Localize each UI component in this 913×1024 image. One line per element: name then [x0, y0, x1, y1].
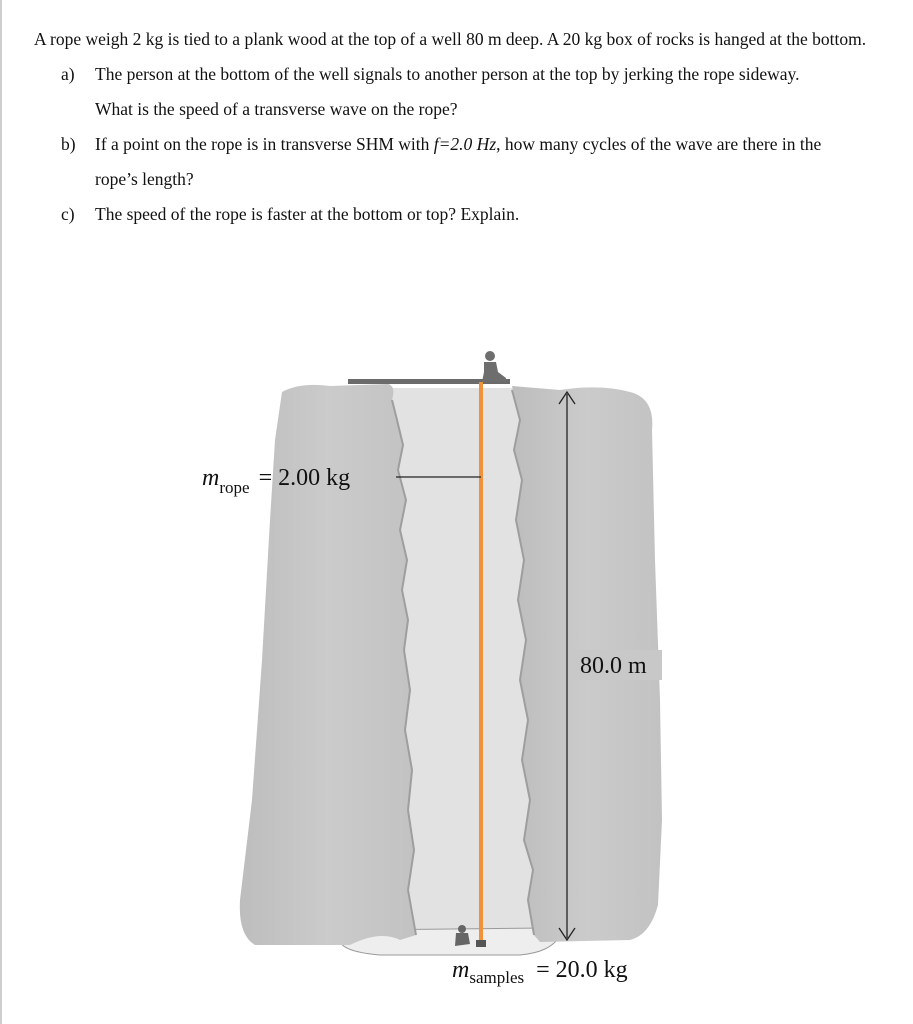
problem-intro: A rope weigh 2 kg is tied to a plank wood at the top of a well 80 m deep. A 20 kg box of rocks is hanged at the bottom. [34, 29, 867, 49]
frequency-expression: f=2.0 Hz [433, 134, 497, 154]
depth-label: 80.0 m [580, 653, 647, 679]
rope-mass-value: = 2.00 kg [258, 465, 351, 491]
rope-mass-subscript: rope [219, 478, 250, 497]
question-b-text-end: , how many cycles of the wave are there in the rope’s length? [95, 134, 822, 189]
question-b-text-start: If a point on the rope is in transverse SHM with [95, 134, 434, 154]
rope-mass-symbol: m [202, 465, 220, 491]
person-top-icon [482, 351, 506, 382]
question-c-letter: c) [61, 204, 75, 224]
rock-box-icon [476, 940, 486, 947]
question-a-text: The person at the bottom of the well signals to another person at the top by jerking the rope sideway. What is the speed of a transverse wave on the rope? [95, 64, 800, 119]
samples-mass-symbol: m [452, 957, 470, 983]
question-a-letter: a) [61, 64, 75, 84]
question-c-text: The speed of the rope is faster at the bottom or top? Explain. [95, 204, 520, 224]
samples-mass-value: = 20.0 kg [536, 957, 628, 983]
samples-mass-subscript: samples [469, 968, 525, 987]
question-b-letter: b) [61, 134, 76, 154]
samples-mass-label [452, 957, 628, 987]
